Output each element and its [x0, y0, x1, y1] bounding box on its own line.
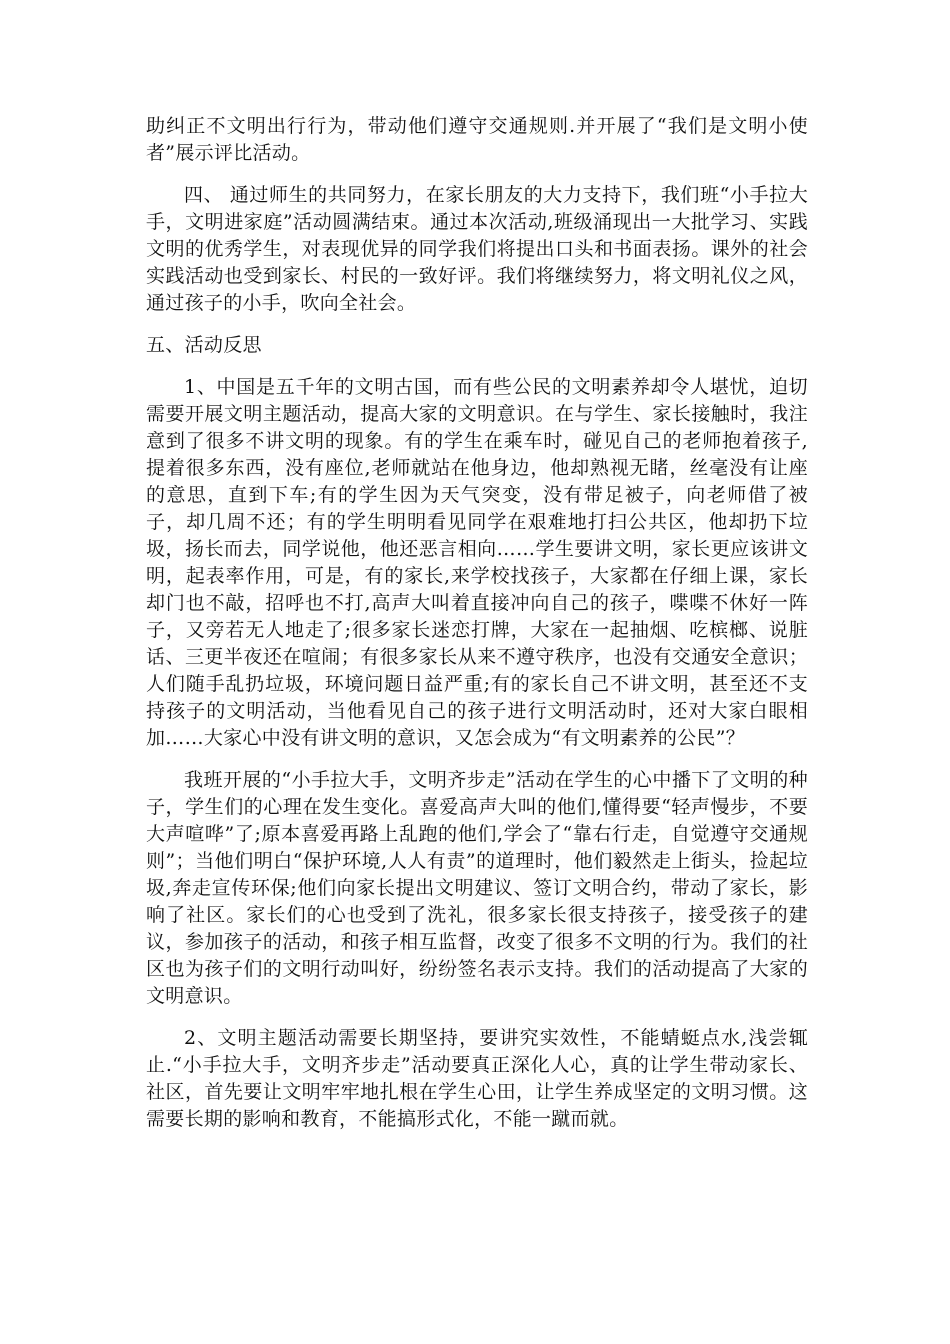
document-page: [146, 113, 808, 1148]
paragraph-reflection-one: 1、中国是五千年的文明古国，而有些公民的文明素养却令人堪忧，迫切需要开展文明主题活动，提高大家的文明意识。在与学生、家长接触时，我注意到了很多不讲文明的现象。有的学生在乘车时，碰见自己的老师抱着孩子,提着很多东西，没有座位,老师就站在他身边，他却熟视无睹，丝毫没有让座的意思，直到下车;有的学生因为天气突变，没有带足被子，向老师借了被子，却几周不还；有的学生明明看见同学在艰难地打扫公共区，他却扔下垃圾，扬长而去，同学说他，他还恶言相向……学生要讲文明，家长更应该讲文明，起表率作用，可是，有的家长,来学校找孩子，大家都在仔细上课，家长却门也不敲，招呼也不打,高声大叫着直接冲向自己的孩子，喋喋不休好一阵子，又旁若无人地走了;很多家长迷恋打牌，大家在一起抽烟、吃槟榔、说脏话、三更半夜还在喧闹；有很多家长从来不遵守秩序，也没有交通安全意识；人们随手乱扔垃圾，环境问题日益严重;有的家长自己不讲文明，甚至还不支持孩子的文明活动，当他看见自己的孩子进行文明活动时，还对大家白眼相加……大家心中没有讲文明的意识，又怎会成为“有文明素养的公民”？: [146, 376, 808, 749]
paragraph-continuation: 助纠正不文明出行行为，带动他们遵守交通规则.并开展了“我们是文明小使者”展示评比活动。: [146, 115, 808, 164]
paragraph-class-activity: 我班开展的“小手拉大手，文明齐步走”活动在学生的心中播下了文明的种子，学生们的心理在发生变化。喜爱高声大叫的他们,懂得要“轻声慢步，不要大声喧哗”了;原本喜爱再路上乱跑的他们,学会了“靠右行走，自觉遵守交通规则”；当他们明白“保护环境,人人有责”的道理时，他们毅然走上街头，捡起垃圾,奔走宣传环保;他们向家长提出文明建议、签订文明合约，带动了家长，影响了社区。家长们的心也受到了洗礼，很多家长很支持孩子，接受孩子的建议，参加孩子的活动，和孩子相互监督，改变了很多不文明的行为。我们的社区也为孩子们的文明行动叫好，纷纷签名表示支持。我们的活动提高了大家的文明意识。: [146, 769, 808, 1007]
paragraph-reflection-two: 2、文明主题活动需要长期坚持，要讲究实效性，不能蜻蜓点水,浅尝辄止.“小手拉大手，文明齐步走”活动要真正深化人心，真的让学生带动家长、社区，首先要让文明牢牢地扎根在学生心田，让学生养成坚定的文明习惯。这需要长期的影响和教育，不能搞形式化，不能一蹴而就。: [146, 1027, 808, 1130]
section-heading-reflection: 五、活动反思: [146, 334, 262, 356]
paragraph-section-four: 四、 通过师生的共同努力，在家长朋友的大力支持下，我们班“小手拉大手，文明进家庭”活动圆满结束。通过本次活动,班级涌现出一大批学习、实践文明的优秀学生，对表现优异的同学我们将提出口头和书面表扬。课外的社会实践活动也受到家长、村民的一致好评。我们将继续努力，将文明礼仪之风，通过孩子的小手，吹向全社会。: [146, 184, 808, 314]
